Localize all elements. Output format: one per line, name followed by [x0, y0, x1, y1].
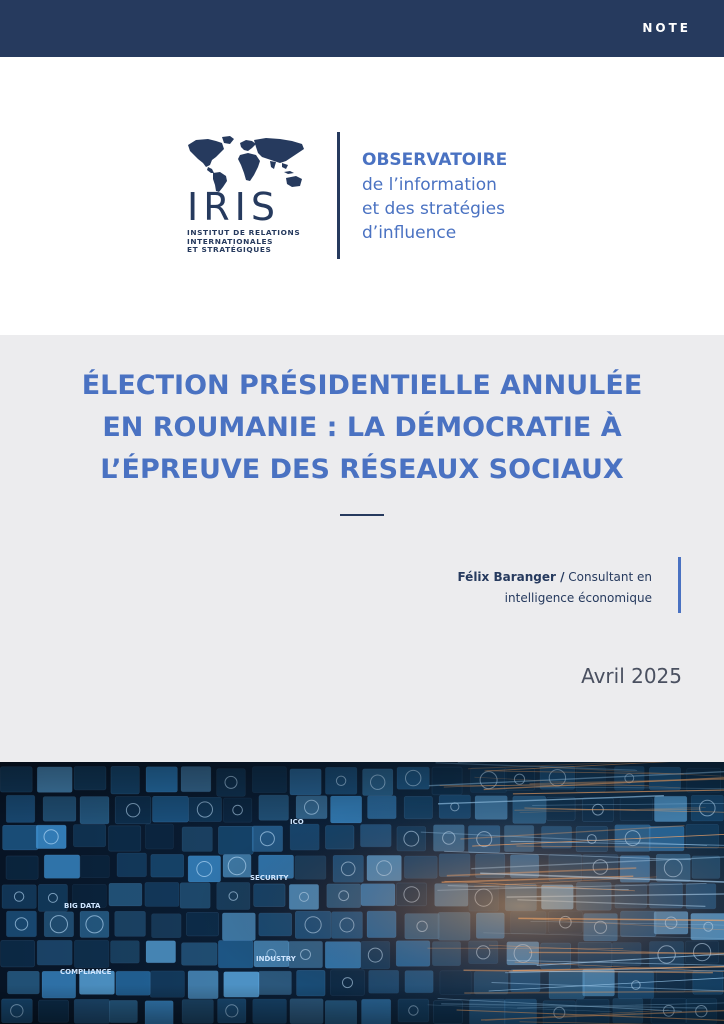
iris-subtitle-line: ET STRATÉGIQUES [187, 245, 272, 255]
title-line: EN ROUMANIE : LA DÉMOCRATIE À [102, 412, 622, 443]
screen-label: BIG DATA [64, 902, 101, 910]
author-line [457, 567, 652, 588]
document-title [40, 365, 684, 491]
cover-image [0, 762, 724, 1024]
logo-area [0, 57, 724, 335]
screen-label: ICO [290, 818, 304, 826]
screen-label: INDUSTRY [256, 955, 296, 963]
observatoire-title: OBSERVATOIRE [362, 150, 508, 170]
document-type-label: NOTE [642, 21, 691, 35]
author-block [457, 567, 652, 609]
author-role-continued: intelligence économique [504, 591, 652, 605]
iris-logo-wordmark: IRIS [187, 185, 280, 229]
iris-logo-subtitle [187, 229, 311, 255]
header-bar [0, 0, 724, 57]
digital-screens-image [0, 762, 724, 1024]
publication-date: Avril 2025 [581, 664, 682, 688]
title-section [0, 335, 724, 762]
logo-divider [337, 132, 340, 259]
observatoire-line: d’influence [362, 223, 457, 243]
screen-label: COMPLIANCE [60, 968, 112, 976]
title-line: L’ÉPREUVE DES RÉSEAUX SOCIAUX [100, 454, 624, 485]
observatoire-line: de l’information [362, 175, 497, 195]
title-line: ÉLECTION PRÉSIDENTIELLE ANNULÉE [81, 370, 643, 401]
screen-label: SECURITY [250, 874, 289, 882]
iris-subtitle-line: INSTITUT DE RELATIONS [187, 228, 301, 237]
observatoire-line: et des stratégies [362, 199, 505, 219]
author-role: Consultant en [564, 570, 652, 584]
title-divider [340, 514, 384, 516]
author-name: Félix Baranger / [457, 570, 565, 584]
iris-subtitle-line: INTERNATIONALES [187, 236, 274, 246]
author-accent-bar [678, 557, 681, 613]
